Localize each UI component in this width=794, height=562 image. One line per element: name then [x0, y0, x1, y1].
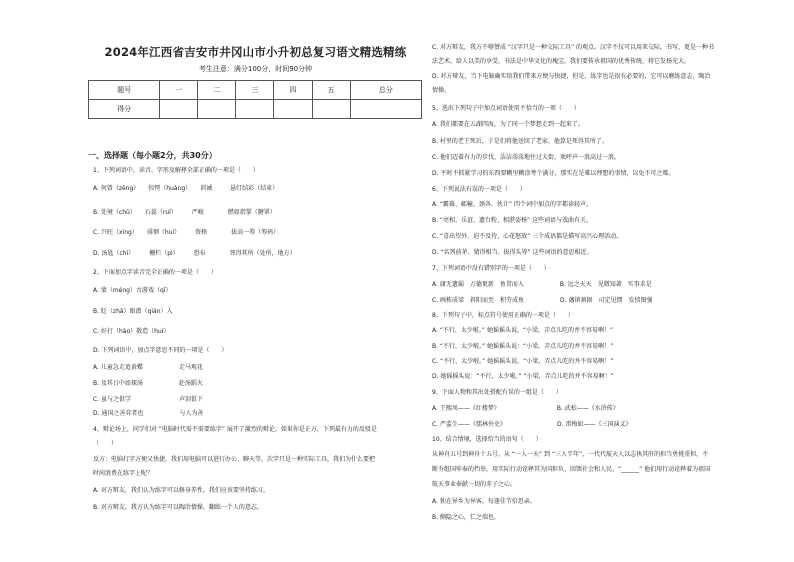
left-text-line: B. 对方辩友，我方认为练字可以陶冶情操，翻练一个人的意志。 — [93, 504, 263, 511]
right-text-line: C. “不行，太少啦。” 她摇摇头说。“小梁，弄点儿吃的并不容易啊！” — [432, 358, 614, 365]
right-text-line: 断夯组国牢奉的挡举，用实际行动诠释其为国担负，回馈社会和人民。“______” 他们用行动诠释着为祖国 — [432, 466, 711, 473]
score-header-cell: 三 — [236, 81, 274, 100]
score-cell[interactable] — [236, 100, 274, 119]
left-text-line: C. 兴旺（xìng） 徘徊（huí） 资格 拔高一筹（筹码） — [93, 229, 280, 236]
right-text-line: A. 庸无遗漏 万德更新 鱼贯而入 B. 远之天天 见微知著 实事求是 — [432, 281, 652, 288]
score-header-cell: 五 — [312, 81, 350, 100]
left-text-line: C. 虽与之俱学 声泪俱下 — [93, 396, 204, 403]
left-text-line: A. 儿童急走追黄蝶 走马观花 — [93, 364, 203, 371]
left-text-line: D. 汤匙（chí） 栅栏（pì） 恐布 死得其所（处所，地方） — [93, 250, 296, 257]
right-text-line: 8、下列句子中，标点符号使用正确的一项是（ ） — [432, 312, 574, 319]
score-cell[interactable] — [274, 100, 312, 119]
left-text-line: B. 及其日中如探汤 赴汤蹈火 — [93, 380, 203, 387]
right-text-line: A. “不行，太少啦。” 她摇摇头说，“小梁，弄点儿吃的并不容易啊！” — [432, 327, 614, 334]
right-text-line: 5、选出下列句子中加点词语使用不恰当的一项（ ） — [432, 105, 580, 112]
right-text-line: D. 平时不抓紧学习的东西要糊里糊涂考个满分，那实在是难以理想的事情，以免不可之霉。 — [432, 170, 675, 177]
right-text-line: A. 独在异乡为异客，每逢佳节倍思亲。 — [432, 498, 536, 505]
right-text-line: C. 对方辩友，我方不够赞成 “汉字只是一种交际工具” 的观点。汉字不仅可以用来交际，书写，更是一种书 — [432, 44, 715, 51]
score-header-cell: 四 — [274, 81, 312, 100]
exam-note: 考生注意：满分100分，时间90分钟 — [198, 65, 313, 73]
score-header-cell: 总分 — [350, 81, 421, 100]
right-text-line: A. 王熙凤——《红楼梦》 B. 武松——《水浒传》 — [432, 405, 619, 412]
right-text-line: D. 对方辩友，当下电脑确实给我们带来方便与快捷，但是，练字也是很有必要的，它可以磨练意志，陶冶 — [432, 73, 711, 80]
exam-title: 2024年江西省吉安市井冈山市小升初总复习语文精选精练 — [104, 45, 407, 59]
left-text-line: D. 下列词语中，加点字意思不同的一项是（ ） — [93, 347, 228, 354]
right-text-line: B. 村里的老王死后，于是们将他送回了老家，他算是死得其所了。 — [432, 138, 608, 145]
left-text-line: 1、下列词语中，读音、字形及解释全部正确的一项是（ ） — [93, 167, 259, 174]
right-text-line: 9、下面人物和其出处搭配有误的一组是（ ） — [432, 389, 562, 396]
score-cell[interactable] — [312, 100, 350, 119]
right-text-line: 6、下列说法有误的一项是（ ） — [432, 186, 526, 193]
left-text-line: A. 何曾（zēng） 惊愕（huàng） 训诫 悬灯结彩（结束） — [93, 185, 279, 192]
right-text-line: A. 我们都要在五湖四海，为了同一个梦想走到一起来了。 — [432, 121, 584, 128]
right-text-line: B. “亮相、乐谊、遗台粉、相湛姿杨” 这些词语与戏曲有关。 — [432, 217, 593, 224]
right-text-line: 10、结合情境，选择恰当的语句（ ） — [432, 436, 542, 443]
left-text-line: B. 眨（zhǎ）眼潜（qián）入 — [93, 308, 173, 315]
left-text-line: D. 通国之善弈者也 与人为善 — [93, 410, 204, 417]
right-text-line: 情操。 — [432, 87, 451, 94]
right-text-line: C. 画栋成梁 斜阳而至 积劳成鱼 D. 藩镇割据 司定见惯 发愤图强 — [432, 297, 653, 304]
left-text-line: 2、下面加点字读音完全正确的一项是（ ） — [93, 269, 217, 276]
right-text-line: D. “名列前茅、猜得相当、拔得头筹” 这些词语的意思相近。 — [432, 249, 593, 256]
right-text-line: D. 她摇摇头说：“不行，太少啦。” “小梁，弄点儿吃的并不容易啊！” — [432, 373, 614, 380]
left-text-line: A. 对方辩友，我们认为练字可以修身养性，我们应该要坚持练习。 — [93, 487, 269, 494]
score-header-cell: 二 — [198, 81, 236, 100]
score-cell[interactable] — [350, 100, 421, 119]
left-text-line: 时间浪费在练字上呢？ — [93, 470, 154, 477]
score-header-row — [89, 81, 422, 100]
left-text-line: 反方：电脑打字方便又快捷，我们用电脑可以进行办公、聊天等。次字只是一种实际工具，我们为什么要把 — [93, 456, 376, 463]
left-text-line: （ ） — [93, 440, 118, 447]
score-table — [88, 80, 422, 119]
right-text-line: 法艺术，给人以美的享受。书法是中华文化的瑰宝，我们要传承祖国的优秀传统，将它发扬光大。 — [432, 58, 691, 65]
right-text-line: B. 侧隐之心，仁之端也。 — [432, 514, 500, 521]
right-text-line: B. “不行，太少啦。” 她摇摇头说：“小梁，弄点儿吃的并不容易啊！” — [432, 343, 614, 350]
right-text-line: A. “霸蓦、邮幢、颈各、伙计” 四个词中加点的字都读轻声。 — [432, 201, 592, 208]
score-cell[interactable] — [198, 100, 236, 119]
right-text-line: C. 他们迈着有力的步伐，洁洁荡荡地往过大街，欢呼声一浪高过一浪。 — [432, 154, 621, 161]
score-header-cell: 题号 — [89, 81, 160, 100]
left-text-line: A. 蒙（méng）古游戏（qǐ） — [93, 287, 172, 294]
left-text-line: B. 处境（chǔ） 石蕊（ruǐ） 严峻 燃如指掌（腱罩） — [93, 209, 276, 216]
score-row-label: 得分 — [89, 100, 160, 119]
right-text-line: 从神舟五号到神舟十五号，从 “一人一天” 到 “三人半年”，一代代航天人以志执其肝的担当勇挑重担，不 — [432, 451, 709, 458]
left-text-line: C. 好打（hào）散造（huí） — [93, 328, 170, 335]
right-text-line: C. 严监生——《儒林外史》 D. 雷梅如——《三国演义》 — [432, 421, 632, 428]
right-text-line: 航天事业奉献一切的赤子之心。 — [432, 481, 517, 488]
right-text-line: 7、下列词语中没有错别字的一项是（ ） — [432, 265, 550, 272]
score-cell[interactable] — [160, 100, 198, 119]
score-header-cell: 一 — [160, 81, 198, 100]
section-title: 一、选择题（每小题2分，共30分） — [88, 151, 217, 160]
left-text-line: 4、辩论场上，同学们对 “电脑时代需不需要练字” 展开了激烈的辩论。如果你是正方，下列最有力的反驳是 — [93, 426, 377, 433]
right-text-line: C. “喜出望外、迫不及待、心花怒放” 三个成语都是描写高兴心理活动。 — [432, 233, 623, 240]
score-row — [89, 100, 422, 119]
